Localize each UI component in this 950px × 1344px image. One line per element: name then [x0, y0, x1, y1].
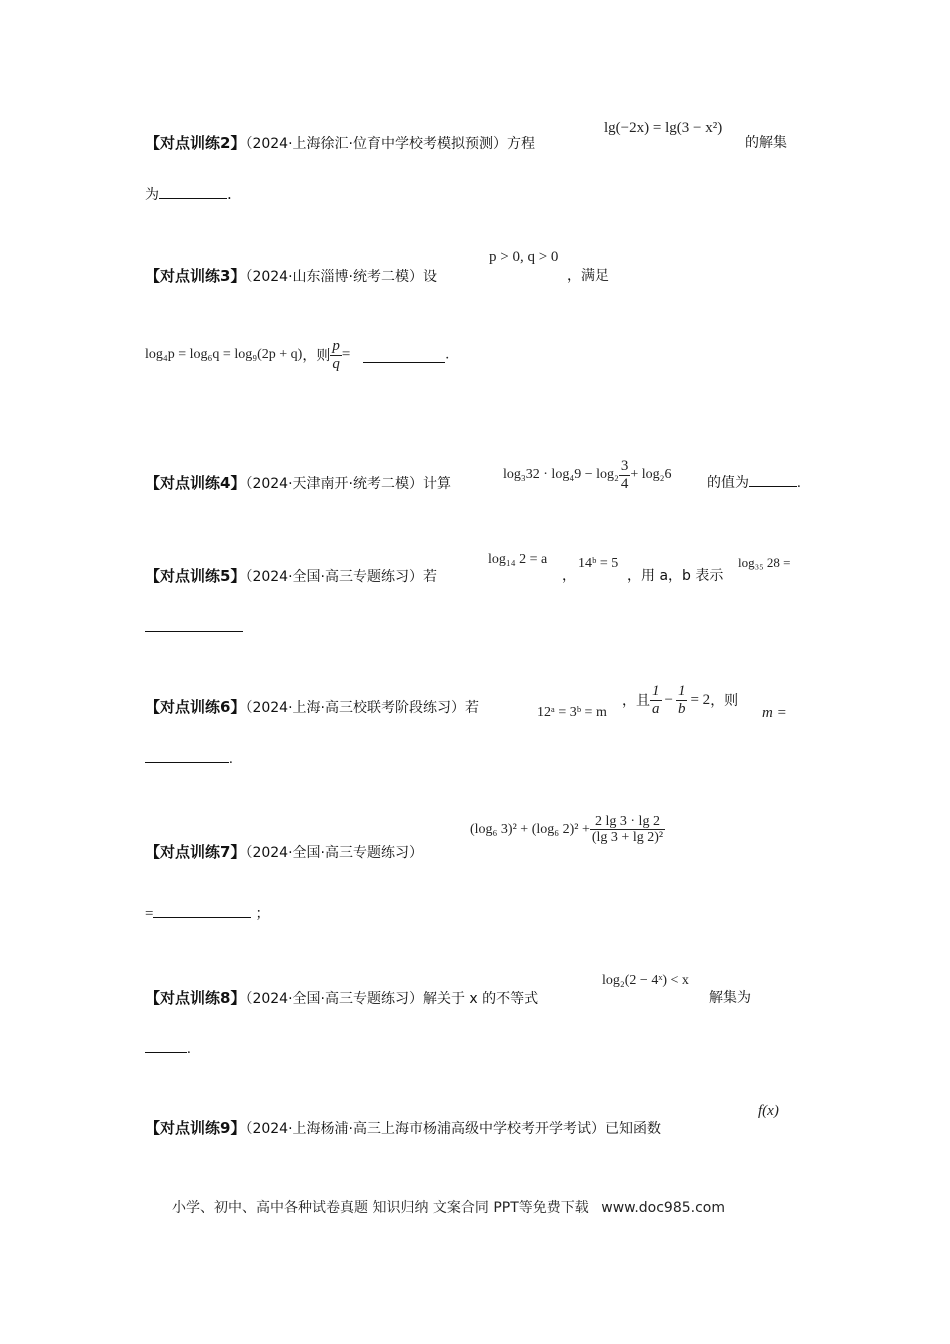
q8-answer-blank: [145, 1038, 187, 1053]
q2-line2: [145, 184, 232, 204]
q6-frac2-den: b: [677, 700, 686, 717]
q6-tag: 【对点训练6】: [145, 698, 246, 716]
q5-formula-3: log₃₅ 28 =: [738, 555, 791, 570]
q7-frac-den: (lg 3 + lg 2)²: [591, 830, 664, 846]
q6-frac1-num: 1: [652, 683, 660, 699]
q4-frac-den: 4: [620, 475, 629, 492]
q8-source: （2024·全国·高三专题练习）解关于 x 的不等式: [245, 991, 539, 1007]
q6-fraction-1: [650, 683, 662, 717]
q4-line1: [145, 472, 451, 493]
q4-tail-line: [707, 472, 801, 492]
q6-end: .: [229, 751, 233, 767]
q5-sep: ，: [562, 568, 576, 584]
q6-fraction-2: [676, 683, 688, 717]
q7-line2-eq: =: [145, 906, 154, 922]
footer-url[interactable]: www.doc985.com: [601, 1200, 725, 1216]
q8-line1: [145, 987, 538, 1008]
q2-answer-blank: [159, 184, 227, 199]
q3-line1: [145, 265, 437, 286]
q4-formula-a: log₃32 · log₄9 − log₂: [503, 467, 619, 482]
q3-end: .: [445, 346, 450, 363]
q6-and: ，且: [622, 693, 650, 709]
q6-answer-blank: [145, 748, 229, 763]
q7-frac-num: 2 lg 3 · lg 2: [590, 814, 665, 830]
q9-tag: 【对点训练9】: [145, 1119, 246, 1137]
q4-end: .: [797, 475, 801, 491]
q3-line2: [145, 338, 449, 372]
q6-minus: −: [664, 691, 673, 708]
q4-formula: [503, 458, 672, 492]
q5-mid: ，用 a，b 表示: [627, 568, 724, 584]
q4-answer-blank: [749, 472, 797, 487]
q2-source: （2024·上海徐汇·位育中学校考模拟预测）方程: [245, 136, 535, 152]
q5-tag: 【对点训练5】: [145, 567, 246, 585]
q2-formula: lg(−2x) = lg(3 − x²): [604, 120, 723, 136]
q2-line1: [145, 132, 535, 153]
q9-formula: f(x): [758, 1103, 779, 1119]
q3-answer-blank: [363, 348, 445, 363]
q3-frac-den: q: [332, 355, 340, 372]
q4-formula-b: + log₂6: [630, 467, 672, 482]
q6-line1: [145, 696, 479, 717]
q2-end: .: [227, 185, 232, 203]
q6-then: ，则: [710, 693, 739, 709]
q5-line2: [145, 617, 243, 636]
q9-line1: [145, 1117, 661, 1138]
q8-tail: 解集为: [709, 990, 751, 1006]
q5-formula-1: log₁₄ 2 = a: [488, 552, 548, 567]
q4-tail: 的值为: [707, 475, 749, 491]
q2-line2-text: 为: [145, 187, 159, 203]
q6-frac1-den: a: [652, 700, 660, 717]
q4-source: （2024·天津南开·统考二模）计算: [245, 476, 451, 492]
q3-source: （2024·山东淄博·统考二模）设: [245, 269, 437, 285]
q3-then: ，则: [302, 348, 331, 364]
q7-answer-blank: [153, 903, 251, 918]
q5-answer-blank: [145, 617, 243, 632]
q7-formula-1: (log₆ 3)² + (log₆ 2)² +: [470, 822, 590, 837]
q2-tail: 的解集: [745, 135, 787, 151]
q8-tag: 【对点训练8】: [145, 989, 246, 1007]
q3-fraction: [330, 338, 342, 372]
q7-formula: [470, 814, 665, 846]
q4-tag: 【对点训练4】: [145, 474, 246, 492]
q7-source: （2024·全国·高三专题练习）: [245, 845, 423, 861]
q3-frac-num: p: [332, 338, 340, 354]
q9-source: （2024·上海杨浦·高三上海市杨浦高级中学校考开学考试）已知函数: [245, 1121, 661, 1137]
q8-formula: log₂(2 − 4ˣ) < x: [602, 973, 689, 988]
q3-tag: 【对点训练3】: [145, 267, 246, 285]
q7-tag: 【对点训练7】: [145, 843, 246, 861]
footer-text: 小学、初中、高中各种试卷真题 知识归纳 文案合同 PPT等免费下载: [172, 1200, 589, 1216]
q4-fraction: [619, 458, 631, 492]
q3-tail: ，满足: [567, 268, 609, 284]
q7-line1: [145, 841, 423, 862]
q2-tag: 【对点训练2】: [145, 134, 246, 152]
q7-fraction: [590, 814, 665, 846]
q3-formula: log₄p = log₆q = log₉(2p + q): [145, 347, 303, 362]
q5-source: （2024·全国·高三专题练习）若: [245, 569, 437, 585]
q3-condition: p > 0, q > 0: [489, 249, 559, 265]
q7-line2: [145, 903, 269, 923]
q6-source: （2024·上海·高三校联考阶段练习）若: [245, 700, 479, 716]
q6-formula-2: m =: [762, 705, 787, 721]
q5-line1: [145, 565, 437, 586]
q4-frac-num: 3: [620, 458, 629, 474]
footer: [172, 1197, 725, 1217]
q5-formula-2: 14ᵇ = 5: [578, 556, 619, 571]
q6-line2: [145, 748, 233, 768]
q6-condition: [622, 683, 738, 717]
q8-end: .: [187, 1041, 191, 1057]
q6-formula-1: 12ᵃ = 3ᵇ = m: [537, 705, 607, 720]
q7-end: ；: [255, 906, 270, 922]
q8-line2: [145, 1038, 191, 1058]
q6-eq2: = 2: [690, 691, 711, 708]
q6-frac2-num: 1: [677, 683, 686, 699]
q3-eq: =: [341, 346, 351, 363]
